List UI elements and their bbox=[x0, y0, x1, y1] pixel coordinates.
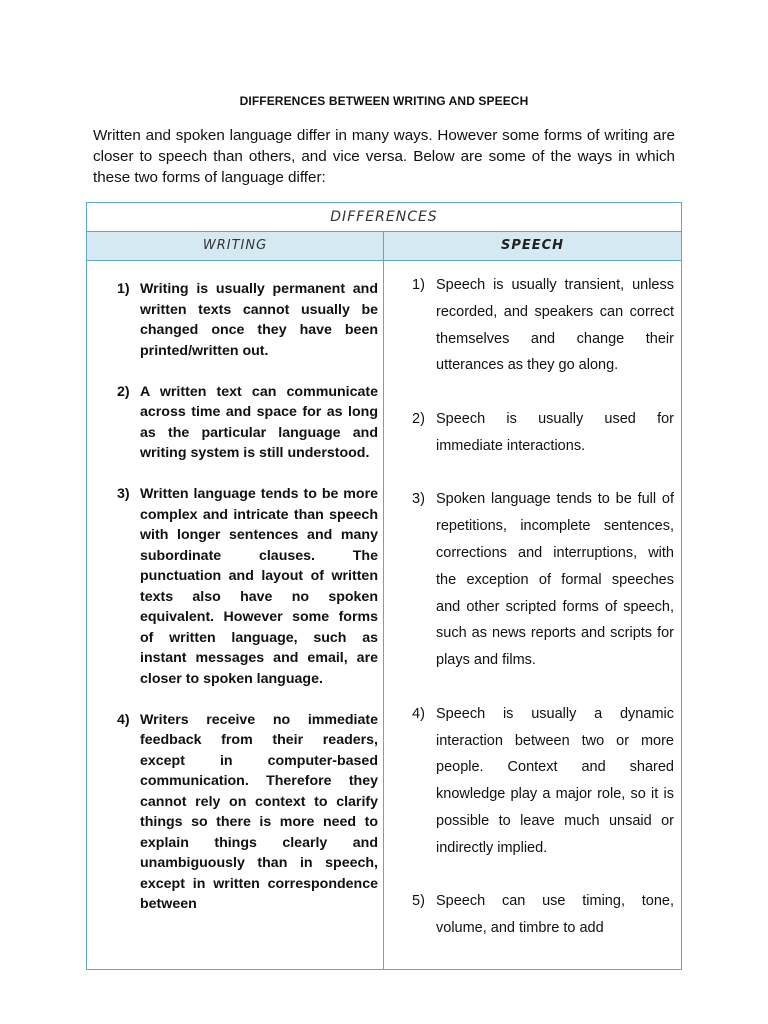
item-text: Speech is usually transient, unless recorded, and speakers can correct themselves and change their utterances as they go along. bbox=[436, 277, 674, 374]
item-number: 3) bbox=[412, 491, 425, 508]
speech-item bbox=[412, 701, 676, 862]
item-text: A written text can communicate across time and space for as long as the particular language and writing system is still understood. bbox=[140, 383, 378, 461]
item-text: Writing is usually permanent and written texts cannot usually be changed once they have been printed/written out. bbox=[140, 281, 378, 359]
writing-column-header: WRITING bbox=[87, 232, 384, 260]
item-number: 1) bbox=[117, 281, 130, 297]
item-number: 3) bbox=[117, 486, 130, 502]
speech-item bbox=[412, 272, 676, 379]
speech-list bbox=[412, 272, 676, 969]
item-number: 1) bbox=[412, 277, 425, 293]
writing-item bbox=[117, 484, 379, 689]
item-text: Speech is usually used for immediate interactions. bbox=[436, 410, 674, 454]
item-text: Spoken language tends to be full of repetitions, incomplete sentences, corrections and interruptions, with the exception of formal speeches and other scripted forms of speech, such as news reports and scripts for plays and films. bbox=[436, 491, 674, 669]
item-text: Writers receive no immediate feedback from their readers, except in computer-based communication. Therefore they cannot rely on context to clarify things so there is more need to explain things clearly and unambiguously than in speech, except in written correspondence between bbox=[140, 711, 378, 912]
table-header-row bbox=[87, 232, 681, 261]
writing-item bbox=[117, 382, 379, 464]
item-number: 5) bbox=[412, 893, 425, 910]
item-number: 2) bbox=[412, 410, 425, 427]
writing-column bbox=[87, 261, 384, 970]
item-text: Speech can use timing, tone, volume, and timbre to add bbox=[436, 893, 674, 937]
table-caption: DIFFERENCES bbox=[87, 203, 681, 232]
item-number: 2) bbox=[117, 383, 130, 400]
writing-item bbox=[117, 279, 379, 361]
writing-list bbox=[117, 279, 379, 935]
intro-paragraph: Written and spoken language differ in many ways. However some forms of writing are closer to speech than others, and vice versa. Below are some of the ways in which these two forms of language differ: bbox=[93, 127, 675, 186]
speech-item bbox=[412, 486, 676, 674]
item-text: Speech is usually a dynamic interaction between two or more people. Context and shared knowledge play a major role, so it is possible to leave much unsaid or indirectly implied. bbox=[436, 705, 674, 856]
writing-item bbox=[117, 710, 379, 915]
speech-item bbox=[412, 406, 676, 460]
speech-item bbox=[412, 888, 676, 942]
document-title: DIFFERENCES BETWEEN WRITING AND SPEECH bbox=[239, 94, 529, 108]
item-text: Written language tends to be more complex and intricate than speech with longer sentences and many subordinate clauses. The punctuation and layout of written texts also have no spoken equivalent. However some forms of written language, such as instant messages and email, are closer to spoken language. bbox=[140, 486, 378, 687]
item-number: 4) bbox=[117, 711, 130, 728]
item-number: 4) bbox=[412, 705, 425, 722]
speech-column-header: SPEECH bbox=[500, 238, 565, 253]
